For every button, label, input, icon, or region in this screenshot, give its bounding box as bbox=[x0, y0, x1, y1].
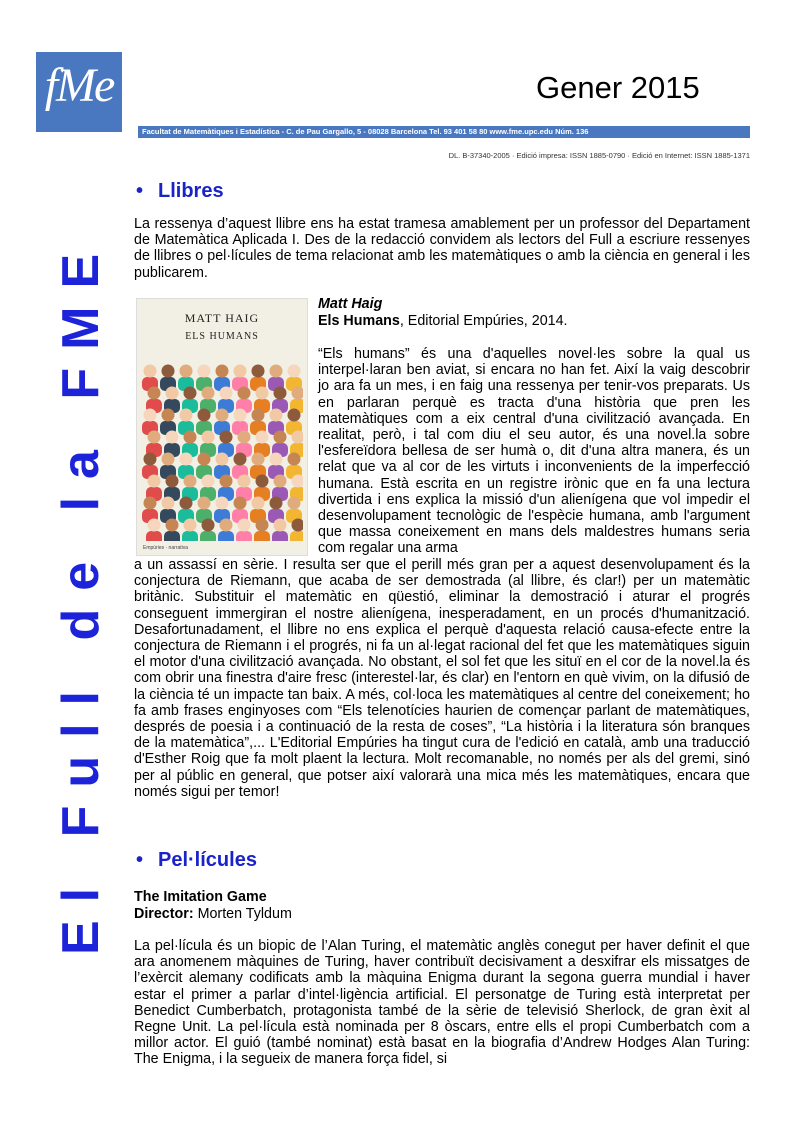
logo-text: fMe bbox=[44, 59, 114, 112]
issue-date: Gener 2015 bbox=[536, 70, 700, 105]
faculty-info-bar: Facultat de Matemàtiques i Estadística - C. de Pau Gargallo, 5 - 08028 Barcelona Tel. 93 401 58 80 www.fme.upc.edu Núm. 136 bbox=[138, 126, 750, 138]
section-heading-books bbox=[136, 180, 224, 203]
bullet-icon: • bbox=[136, 180, 144, 202]
book-review-top: “Els humans” és una d'aquelles novel·les sobre la qual us interpel·laran ben aviat, si encara no han fet. Així la vaig descobrir jo ara fa un mes, i en faig una ressenya per tenir-vos preparats. Us en parlaran perquè es tracta d'una història que pren les matemàtiques com a eix central d'una civilització avançada. En realitat, però, i tal com diu el seu autor, és una novel.la sobre l'esfereïdora bellesa de ser humà o, dit d'una altra manera, és un relat que va al cor de les virtuts i inconvenients de la imperfecció humana. Està escrita en un registre irònic que en fa una lectura divertida i ens explica la missió d'un alienígena que vol impedir el desenvolupament tecnològic de l'espècie humana, amb l'argument que massa coneixement en mans dels maldestres humans seria com regalar una arma bbox=[318, 346, 750, 557]
vertical-title-container bbox=[52, 235, 110, 990]
films-heading-text: Pel·lícules bbox=[158, 849, 257, 871]
director-label: Director: bbox=[134, 906, 194, 922]
cover-author: MATT HAIG bbox=[184, 311, 260, 325]
director-name: Morten Tyldum bbox=[193, 906, 292, 922]
vertical-title: El Full de la FME bbox=[52, 235, 110, 955]
film-title: The Imitation Game bbox=[134, 889, 267, 905]
film-info bbox=[134, 889, 292, 923]
film-review: La pel·lícula és un biopic de l’Alan Turing, el matemàtic anglès conegut per haver definit el que ara anomenem màquines de Turing, haver contribuït decisivament a desxifrar els missatges de l’exèrcit alemany codificats amb la màquina Enigma durant la segona guerra mundial i haver estar el primer a parlar d’intel·ligència artificial. El personatge de Turing està interpretat per Benedict Cumberbatch, protagonista també de la sèrie de televisió Sherlock, de gran èxit al Regne Unit. La pel·lícula està nominada per 8 òscars, entre ells el propi Cumberbatch com a millor actor. El guió (també nominat) està basat en la biografia d’Andrew Hodges Alan Turing: The Enigma, i la segueix de manera força fidel, si bbox=[134, 938, 750, 1068]
cover-title: ELS HUMANS bbox=[185, 331, 259, 342]
book-title: Els Humans bbox=[318, 313, 400, 329]
bullet-icon: • bbox=[136, 849, 144, 871]
book-publisher: , Editorial Empúries, 2014. bbox=[399, 313, 568, 329]
book-cover-image bbox=[136, 298, 308, 556]
cover-publisher: Empúries · narrativa bbox=[143, 545, 189, 551]
crowd-illustration bbox=[141, 361, 303, 541]
fme-logo bbox=[36, 52, 122, 132]
book-info bbox=[318, 296, 568, 330]
section-heading-films bbox=[136, 849, 257, 872]
book-review-bottom: a un assassí en sèrie. I resulta ser que el perill més gran per a aquest desenvolupament és la conjectura de Riemann, que acaba de ser demostrada (al llibre, és clar!) per un matemàtic britànic. Substituir el matemàtic en qüestió, eliminar la demostració i aturar el progrés conseguent immergiran el nostre alienígena, inesperadament, en un procés d'humanització. Desafortunadament, el llibre no ens explica el perquè d'aquesta relació causa-efecte entre la conjectura de Riemann i el progrés, ni fa un al·legat racional del fet que les matemàtiques siguin el motor d'una civilització avançada. No obstant, el sol fet que les situï en el cor de la novel.la és com obrir una finestra d'aire fresc (interestel·lar, és clar) en l'entorn en què vivim, on la difusió de la ciència té un impacte tan baix. A més, col·loca les matemàtiques al centre del coneixement; ho fa amb frases enginyoses com “Els telenotícies haurien de començar parlant de matemàtiques, després de poesia i a continuació de la resta de coses”, “La història i la literatura són branques de la matemàtica”,... L'Editorial Empúries ha tingut cura de l'edició en català, amb una traducció d'Esther Roig que fa molt plaent la lectura. Molt recomanable, no només per als del gremi, sinó per al públic en general, que potser així valorarà una mica més les matemàtiques, encara que només sigui per temor! bbox=[134, 557, 750, 800]
issn-line: DL. B-37340-2005 · Edició impresa: ISSN 1885-0790 · Edició en Internet: ISSN 1885-1371 bbox=[448, 151, 750, 160]
book-author: Matt Haig bbox=[318, 296, 383, 312]
books-heading-text: Llibres bbox=[158, 180, 224, 202]
books-intro: La ressenya d’aquest llibre ens ha estat tramesa amablement per un professor del Departament de Matemàtica Aplicada I. Des de la redacció convidem als lectors del Full a escriure ressenyes de llibres o pel·lícules de tema relacionat amb les matemàtiques o amb la ciència en general i les publicarem. bbox=[134, 216, 750, 281]
